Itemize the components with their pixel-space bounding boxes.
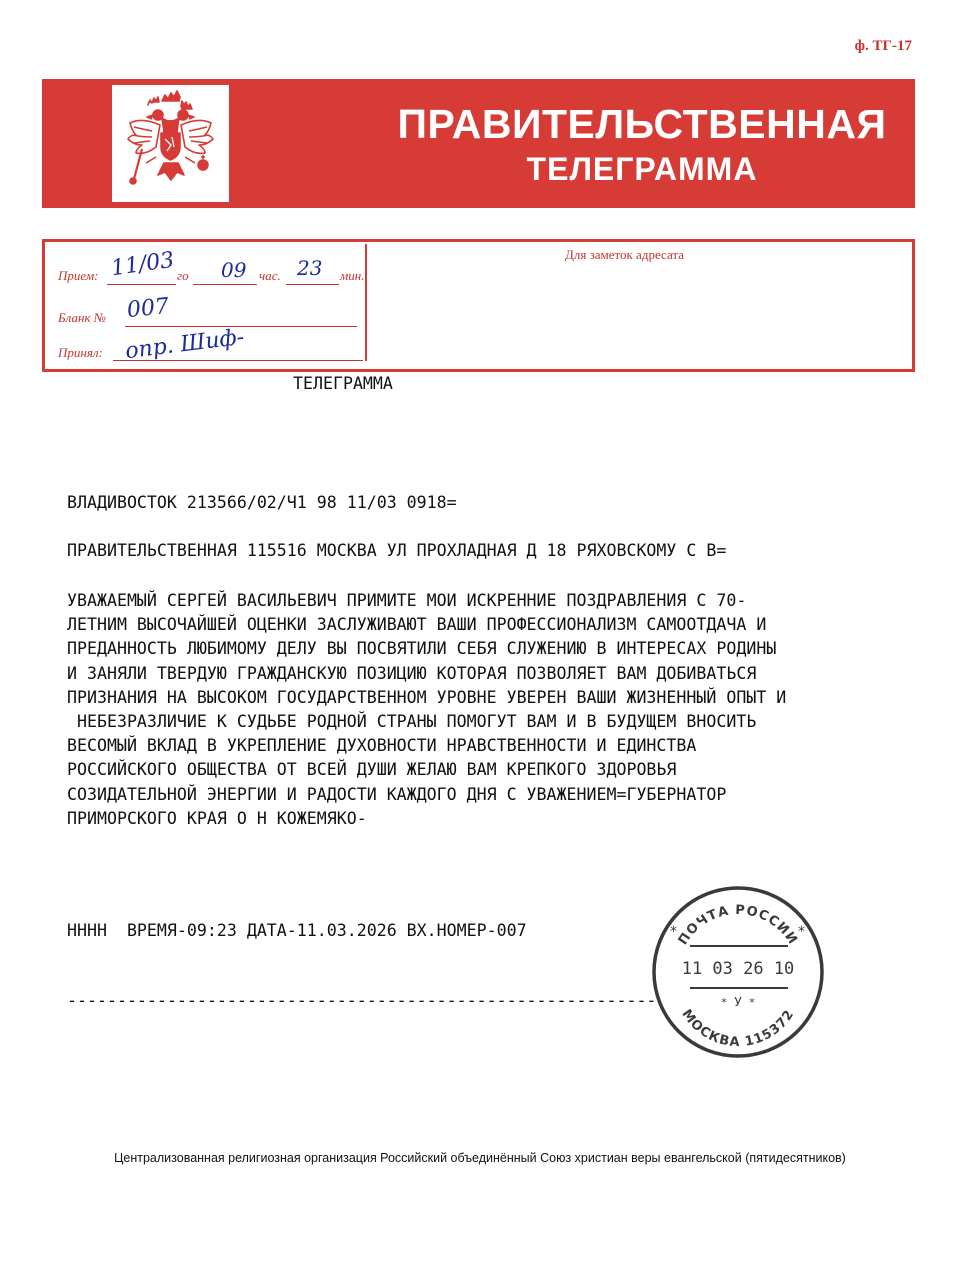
stamp-star-right: * [798, 924, 805, 940]
body-line: ЛЕТНИМ ВЫСОЧАЙШЕЙ ОЦЕНКИ ЗАСЛУЖИВАЮТ ВАШИ ПРОФЕССИОНАЛИЗМ САМООТДАЧА И [67, 615, 767, 635]
stamp-star-small: * [749, 996, 755, 1009]
body-line: СОЗИДАТЕЛЬНОЙ ЭНЕРГИИ И РАДОСТИ КАЖДОГО ДНЯ С УВАЖЕНИЕМ=ГУБЕРНАТОР [67, 784, 727, 804]
telegram-header-banner [42, 79, 915, 208]
banner-subtitle: ТЕЛЕГРАММА [526, 151, 758, 187]
stamp-star-small: * [721, 996, 727, 1009]
body-line: ПРИМОРСКОГО КРАЯ О Н КОЖЕМЯКО- [67, 808, 367, 828]
minute-underline [286, 284, 339, 285]
body-line: ВЕСОМЫЙ ВКЛАД В УКРЕПЛЕНИЕ ДУХОВНОСТИ НРАВСТВЕННОСТИ И ЕДИНСТВА [67, 736, 697, 756]
hour-label: час. [259, 268, 281, 283]
body-line: И ЗАНЯЛИ ТВЕРДУЮ ГРАЖДАНСКУЮ ПОЗИЦИЮ КОТОРАЯ ПОЗВОЛЯЕТ ВАМ ДОБИВАТЬСЯ [67, 663, 757, 683]
receipt-frame [42, 239, 915, 372]
receipt-record-box [49, 244, 367, 365]
stamp-top-text: ПОЧТА РОССИИ [675, 902, 801, 948]
year-label: го [177, 268, 189, 283]
stamp-letter: У [734, 995, 742, 1009]
received-label: Прием: [58, 268, 99, 283]
hour-underline [193, 284, 257, 285]
received-date-handwritten: 11/03 [109, 247, 176, 282]
telegram-origin-line: ВЛАДИВОСТОК 213566/02/Ч1 98 11/03 0918= [67, 493, 457, 512]
blank-number-label: Бланк № [58, 310, 107, 325]
minute-label: мин. [340, 268, 365, 283]
telegram-heading: ТЕЛЕГРАММА [293, 374, 393, 393]
banner-title: ПРАВИТЕЛЬСТВЕННАЯ [397, 101, 887, 147]
stamp-date: 11 03 26 10 [681, 959, 795, 979]
stamp-bottom-text: МОСКВА 115372 [678, 1006, 798, 1051]
recipient-notes-label: Для заметок адресата [565, 247, 685, 262]
accepted-by-label: Принял: [58, 345, 103, 360]
coat-of-arms-icon [112, 85, 229, 202]
body-line: УВАЖАЕМЫЙ СЕРГЕЙ ВАСИЛЬЕВИЧ ПРИМИТЕ МОИ ИСКРЕННИЕ ПОЗДРАВЛЕНИЯ С 70- [67, 591, 747, 610]
telegram-body [67, 589, 786, 831]
body-line: НЕБЕЗРАЗЛИЧИЕ К СУДЬБЕ РОДНОЙ СТРАНЫ ПОМОГУТ ВАМ И В БУДУЩЕМ ВНОСИТЬ [67, 711, 757, 731]
body-line: ПРИЗНАНИЯ НА ВЫСОКОМ ГОСУДАРСТВЕННОМ УРОВНЕ УВЕРЕН ВАШИ ЖИЗНЕННЫЙ ОПЫТ И [67, 687, 787, 707]
telegram-address-line: ПРАВИТЕЛЬСТВЕННАЯ 115516 МОСКВА УЛ ПРОХЛАДНАЯ Д 18 РЯХОВСКОМУ С В= [67, 541, 727, 560]
accepted-by-signature: опр. Шиф- [123, 324, 246, 365]
form-code: ф. ТГ-17 [854, 38, 912, 54]
blank-number-handwritten: 007 [125, 293, 171, 324]
body-line: ПРЕДАННОСТЬ ЛЮБИМОМУ ДЕЛУ ВЫ ПОСВЯТИЛИ СЕБЯ СЛУЖЕНИЮ В ИНТЕРЕСАХ РОДИНЫ [67, 639, 777, 659]
minute-handwritten: 23 [297, 256, 323, 280]
organization-note: Централизованная религиозная организация Российский объединённый Союз христиан веры евангельской (пятидесятников) [114, 1151, 846, 1165]
postmark-stamp [648, 882, 828, 1062]
hour-handwritten: 09 [221, 258, 247, 282]
body-line: РОССИЙСКОГО ОБЩЕСТВА ОТ ВСЕЙ ДУШИ ЖЕЛАЮ ВАМ КРЕПКОГО ЗДОРОВЬЯ [67, 760, 677, 780]
stamp-star-left: * [670, 924, 677, 940]
received-date-underline [107, 284, 176, 285]
dashed-separator: ----------------------------------------------------------- [67, 991, 657, 1010]
telegram-service-footer: НННН ВРЕМЯ-09:23 ДАТА-11.03.2026 ВХ.НОМЕР-007 [67, 921, 527, 940]
